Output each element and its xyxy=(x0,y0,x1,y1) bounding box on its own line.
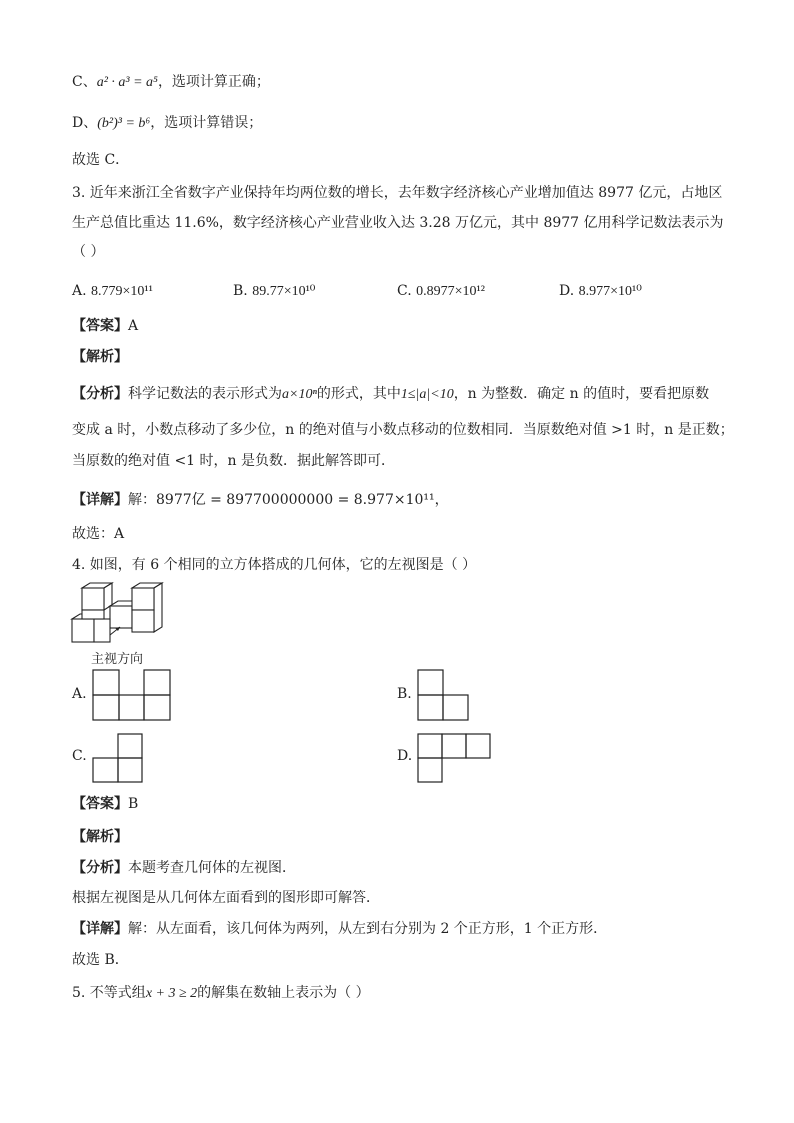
q4-figure-caption: 主视方向 xyxy=(91,652,144,667)
q5-stem xyxy=(72,983,370,1004)
q3-option-d xyxy=(559,281,642,302)
q4-analysis-tag: 【解析】 xyxy=(72,829,128,845)
q3-detail xyxy=(72,490,449,510)
q3-option-a-value: 8.779×10¹¹ xyxy=(91,284,153,299)
q3-fenxi-math: a×10ⁿ xyxy=(282,387,317,402)
q3-option-d-label: D. xyxy=(559,283,575,299)
q4-option-b-label: B. xyxy=(397,686,412,702)
q4-detail xyxy=(72,919,607,939)
prev-option-d-prefix: D、 xyxy=(72,115,98,131)
q3-detail-text: 解：8977亿 = 897700000000 = 8.977×10¹¹， xyxy=(128,492,449,508)
q3-fenxi-tag: 【分析】 xyxy=(72,386,128,402)
q3-fenxi-text-b: 的形式，其中 xyxy=(316,386,401,402)
q4-option-b-figure xyxy=(417,669,469,721)
q4-fenxi-text: 本题考查几何体的左视图． xyxy=(128,860,296,876)
q4-answer xyxy=(72,794,138,814)
q3-option-b-label: B. xyxy=(233,283,248,299)
q3-option-c-value: 0.8977×10¹² xyxy=(416,284,485,299)
q3-fenxi-line3: 当原数的绝对值 <1 时，n 是负数．据此解答即可． xyxy=(72,453,396,469)
q3-fenxi-line2: 变成 a 时，小数点移动了多少位，n 的绝对值与小数点移动的位数相同．当原数绝对值 >1 时，n 是正数； xyxy=(72,422,734,438)
q4-fenxi-line2: 根据左视图是从几何体左面看到的图形即可解答． xyxy=(72,890,380,906)
q4-fenxi-line1 xyxy=(72,858,296,878)
q4-stem: 4. 如图，有 6 个相同的立方体搭成的几何体，它的左视图是（ ） xyxy=(72,557,477,573)
q3-option-b-value: 89.77×10¹⁰ xyxy=(252,284,316,299)
q5-stem-math: x + 3 ≥ 2 xyxy=(145,986,198,1001)
prev-option-d xyxy=(72,113,262,134)
q4-option-a-figure xyxy=(92,669,172,721)
prev-option-d-math: (b²)³ = b⁶ xyxy=(97,116,151,131)
prev-option-d-text: ，选项计算错误； xyxy=(150,115,263,131)
q3-answer xyxy=(72,316,138,336)
q3-analysis-tag: 【解析】 xyxy=(72,349,128,365)
q4-conclusion: 故选 B． xyxy=(72,952,129,968)
q3-answer-value: A xyxy=(128,318,139,334)
q3-stem-line1: 3. 近年来浙江全省数字产业保持年均两位数的增长，去年数字经济核心产业增加值达 8977 亿元，占地区 xyxy=(72,185,723,201)
q4-answer-value: B xyxy=(128,796,139,812)
q3-conclusion: 故选：A xyxy=(72,526,125,542)
q3-fenxi-math2: 1≤|a|<10 xyxy=(400,387,454,402)
prev-option-c xyxy=(72,72,270,93)
q3-blank: （ ） xyxy=(72,244,105,260)
q3-stem-line2: 生产总值比重达 11.6%，数字经济核心产业营业收入达 3.28 万亿元，其中 8977 亿用科学记数法表示为 xyxy=(72,215,724,231)
q3-option-a xyxy=(72,281,153,302)
q3-option-b xyxy=(233,281,315,302)
q3-fenxi-text-a: 科学记数法的表示形式为 xyxy=(128,386,282,402)
q4-option-c-figure xyxy=(92,733,144,783)
q3-option-c-label: C. xyxy=(397,283,412,299)
q3-fenxi-line1 xyxy=(72,384,709,405)
q4-option-d-figure xyxy=(417,733,492,783)
q3-option-a-label: A. xyxy=(72,283,87,299)
q5-stem-b: 的解集在数轴上表示为（ ） xyxy=(197,985,370,1001)
q4-detail-tag: 【详解】 xyxy=(72,921,128,937)
q4-fenxi-tag: 【分析】 xyxy=(72,860,128,876)
prev-option-c-text: ，选项计算正确； xyxy=(157,74,270,90)
q3-answer-tag: 【答案】 xyxy=(72,318,128,334)
q4-option-c-label: C. xyxy=(72,748,87,764)
q3-option-c xyxy=(397,281,485,302)
q5-stem-a: 5. 不等式组 xyxy=(72,985,146,1001)
q3-fenxi-text-c: ，n 为整数．确定 n 的值时，要看把原数 xyxy=(453,386,710,402)
prev-option-c-prefix: C、 xyxy=(72,74,97,90)
q3-option-d-value: 8.977×10¹⁰ xyxy=(578,284,642,299)
q4-option-a-label: A. xyxy=(72,686,87,702)
prev-option-c-math: a² · a³ = a⁵ xyxy=(96,75,158,90)
prev-conclusion: 故选 C． xyxy=(72,152,130,168)
q3-detail-tag: 【详解】 xyxy=(72,492,128,508)
q4-detail-text: 解：从左面看，该几何体为两列，从左到右分别为 2 个正方形，1 个正方形． xyxy=(128,921,608,937)
q4-answer-tag: 【答案】 xyxy=(72,796,128,812)
q4-option-d-label: D. xyxy=(397,748,413,764)
